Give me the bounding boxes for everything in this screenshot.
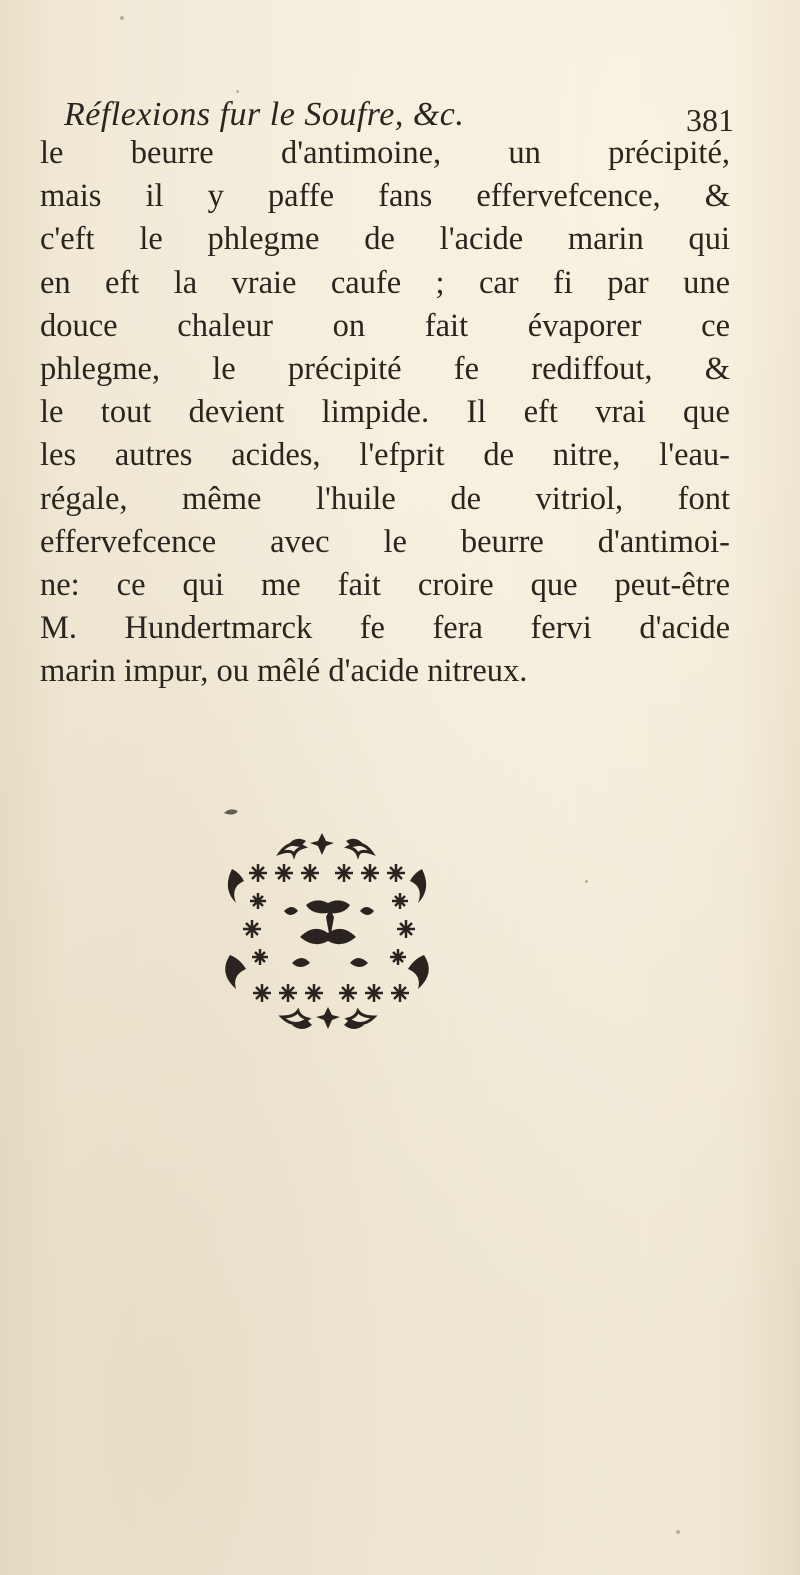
- paper-speck: [676, 1530, 680, 1534]
- text-line: effervefcence avec le beurre d'antimoi-: [40, 523, 730, 560]
- paper-speck: [120, 16, 124, 20]
- text-line: mais il y paffe fans effervefcence, &: [40, 178, 730, 215]
- text-line: douce chaleur on fait évaporer ce: [40, 307, 730, 344]
- text-line: c'eft le phlegme de l'acide marin qui: [40, 221, 730, 258]
- text-line: en eft la vraie caufe ; car fi par une: [40, 264, 730, 301]
- paper-speck: [236, 90, 239, 93]
- text-line: phlegme, le précipité fe rediffout, &: [40, 350, 730, 387]
- body-text: [40, 132, 730, 693]
- paper-speck: [585, 880, 588, 883]
- text-line: M. Hundertmarck fe fera fervi d'acide: [40, 610, 730, 647]
- text-line: régale, même l'huile de vitriol, font: [40, 480, 730, 517]
- page-number: 381: [686, 102, 734, 138]
- text-line: le tout devient limpide. Il eft vrai que: [40, 394, 730, 431]
- text-line: le beurre d'antimoine, un précipité,: [40, 135, 730, 171]
- fleuron-ornament-icon: [222, 805, 442, 1035]
- running-title: Réflexions fur le Soufre, &c.: [64, 96, 465, 133]
- text-line: les autres acides, l'efprit de nitre, l'eau-: [40, 437, 730, 474]
- text-line: ne: ce qui me fait croire que peut-être: [40, 566, 730, 603]
- text-line last-line: marin impur, ou mêlé d'acide nitreux.: [40, 653, 528, 690]
